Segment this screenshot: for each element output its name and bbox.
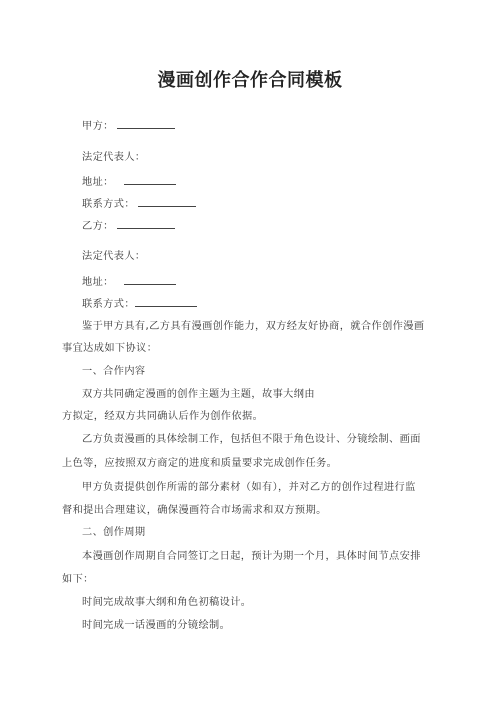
party-a-label: 甲方： (82, 121, 114, 132)
party-a-contact-blank (138, 195, 196, 207)
party-b-line (82, 217, 175, 234)
party-a-rep-line (82, 151, 146, 165)
preamble-line-1: 鉴于甲方具有,乙方具有漫画创作能力，双方经友好协商，就合作创作漫画 (82, 321, 425, 332)
party-a-address-blank (124, 173, 176, 185)
section-1-p2-line-1: 乙方负责漫画的具体绘制工作，包括但不限于角色设计、分镜绘制、画面 (82, 434, 421, 445)
document-title: 漫画创作合作合同模板 (157, 70, 343, 91)
party-b-label: 乙方： (82, 221, 114, 232)
party-a-address-label: 地址： (82, 177, 114, 188)
section-1-p1-line-1: 双方共同确定漫画的创作主题为主题，故事大纲由 (82, 389, 315, 400)
party-b-contact-blank (135, 295, 197, 307)
party-a-rep-label: 法定代表人： (82, 152, 146, 163)
section-2-p1-line-2: 如下： (62, 574, 94, 585)
section-1-p2-line-2: 上色等，应按照双方商定的进度和质量要求完成创作任务。 (62, 458, 338, 469)
party-b-address-blank (124, 273, 176, 285)
section-2-p1-line-1: 本漫画创作周期自合同签订之日起，预计为期一个月，具体时间节点安排 (82, 551, 421, 562)
party-b-blank (117, 217, 175, 229)
section-1-p3-line-2: 督和提出合理建议，确保漫画符合市场需求和双方预期。 (62, 505, 327, 516)
party-b-contact-line (82, 295, 197, 312)
section-2-heading: 二、创作周期 (82, 527, 146, 538)
section-1-heading: 一、合作内容 (82, 366, 146, 377)
section-1-p3-line-1: 甲方负责提供创作所需的部分素材（如有），并对乙方的创作过程进行监 (82, 482, 416, 493)
party-b-contact-label: 联系方式： (82, 299, 135, 310)
party-a-blank (117, 117, 175, 129)
section-2-item-2: 时间完成一话漫画的分镜绘制。 (82, 620, 231, 631)
party-b-rep-label: 法定代表人： (82, 251, 146, 262)
party-b-address-line (82, 273, 176, 290)
party-b-rep-line (82, 250, 146, 264)
party-b-address-label: 地址： (82, 277, 114, 288)
party-a-address-line (82, 173, 176, 190)
section-2-item-1: 时间完成故事大纲和角色初稿设计。 (82, 597, 252, 608)
preamble-line-2: 事宜达成如下协议： (62, 343, 158, 354)
section-1-p1-line-2: 方拟定，经双方共同确认后作为创作依据。 (62, 411, 264, 422)
party-a-contact-line (82, 195, 196, 212)
party-a-line (82, 117, 175, 134)
party-a-contact-label: 联系方式： (82, 199, 135, 210)
